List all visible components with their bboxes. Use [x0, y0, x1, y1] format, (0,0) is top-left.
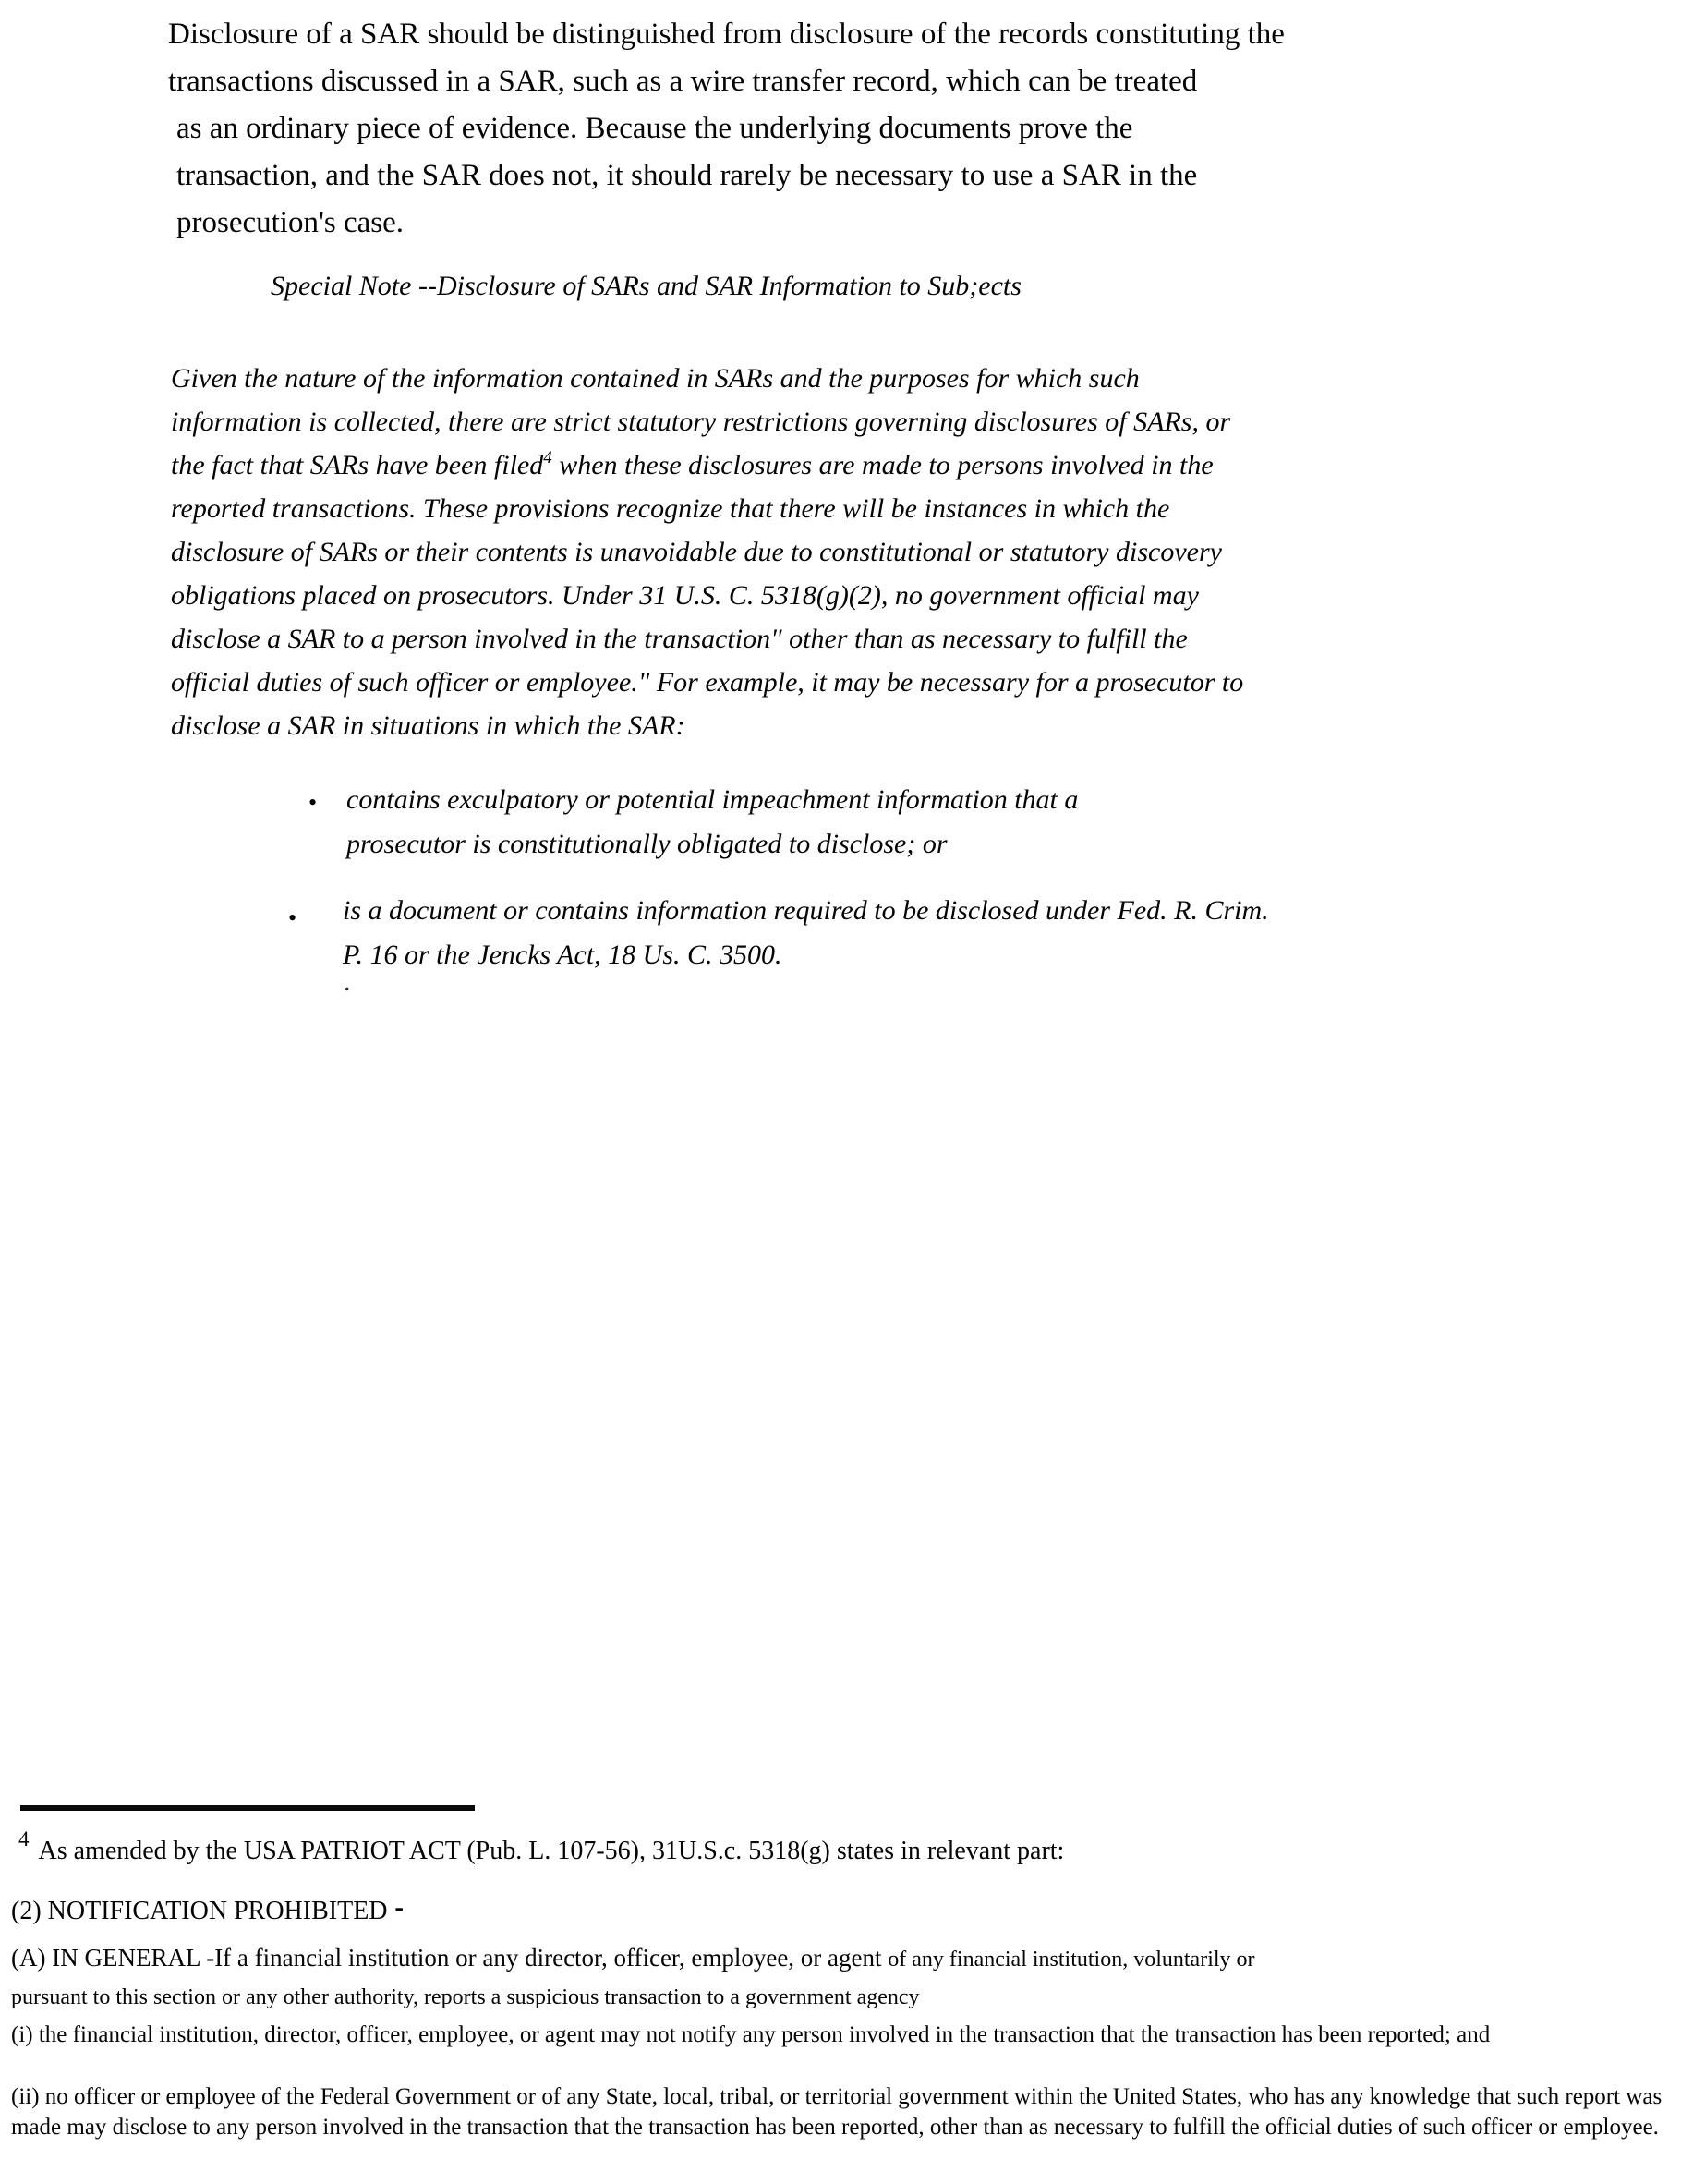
bullet-text-line: P. 16 or the Jencks Act, 18 Us. C. 3500. [343, 940, 782, 970]
italic-line: disclose a SAR in situations in which the SAR: [171, 710, 685, 741]
special-note-heading: Special Note --Disclosure of SARs and SAR Information to Sub;ects [271, 271, 1022, 301]
para-line: Disclosure of a SAR should be distinguished from disclosure of the records constituting the [168, 18, 1285, 51]
item-ii-paragraph: (ii) no officer or employee of the Federal Government or of any State, local, tribal, or territorial government within the United States, who has any knowledge that such report was made may disclose to any person involved in the transaction that the transaction has been reported, other than as necessary to fulfill the official duties of such officer or employee. [11, 2084, 1663, 2140]
stray-period: . [344, 966, 351, 997]
footnote-ref-line [18, 1827, 1065, 1866]
general-a-line-2: pursuant to this section or any other authority, reports a suspicious transaction to a government agency [11, 1985, 920, 2009]
notification-prohibited-line [11, 1887, 402, 1927]
italic-line: reported transactions. These provisions recognize that there will be instances in which the [171, 493, 1170, 524]
italic-line [171, 443, 1243, 487]
italic-line-text: when these disclosures are made to persons involved in the [551, 450, 1214, 480]
notification-text: (2) NOTIFICATION PROHIBITED [11, 1897, 388, 1925]
bullet-icon: • [308, 789, 318, 816]
footnote-number: 4 [18, 1827, 30, 1850]
bullet-item [308, 778, 1079, 867]
bullet-text-line: contains exculpatory or potential impeachment information that a [346, 784, 1079, 815]
bullet-item [288, 889, 1269, 977]
italic-line: obligations placed on prosecutors. Under 31 U.S. C. 5318(g)(2), no government official may [171, 580, 1199, 611]
bullet-text-line: prosecutor is constitutionally obligated to disclose; or [346, 829, 948, 859]
general-a-large-text: (A) IN GENERAL -If a financial institution or any director, officer, employee, or agent [11, 1944, 889, 1972]
item-i-paragraph: (i) the financial institution, director, officer, employee, or agent may not notify any person involved in the transaction that the transaction has been reported; and [11, 2022, 1491, 2047]
para-line: as an ordinary piece of evidence. Because the underlying documents prove the [176, 112, 1133, 145]
italic-line: disclose a SAR to a person involved in the transaction" other than as necessary to fulfill the [171, 624, 1188, 654]
main-paragraph [168, 11, 1285, 247]
bullet-icon: • [288, 904, 297, 931]
prohibited-dash-marker: - [393, 1887, 402, 1927]
para-line: prosecution's case. [176, 206, 405, 239]
italic-line: Given the nature of the information contained in SARs and the purposes for which such [171, 363, 1140, 394]
footnote-ref-superscript: 4 [543, 448, 552, 467]
footnote-divider [20, 1805, 475, 1811]
footnote-ref-text: As amended by the USA PATRIOT ACT (Pub. L. 107-56), 31U.S.c. 5318(g) states in relevant part: [38, 1837, 1065, 1865]
general-a-small-text: of any financial institution, voluntarily or [888, 1947, 1255, 1972]
italic-paragraph [171, 357, 1243, 747]
para-line: transactions discussed in a SAR, such as a wire transfer record, which can be treated [168, 65, 1198, 98]
italic-line: information is collected, there are strict statutory restrictions governing disclosures of SARs, or [171, 406, 1231, 437]
italic-line: official duties of such officer or employee." For example, it may be necessary for a prosecutor to [171, 667, 1244, 698]
general-a-line-1 [11, 1944, 1255, 1972]
italic-line: disclosure of SARs or their contents is unavoidable due to constitutional or statutory discovery [171, 537, 1222, 567]
italic-line-text: the fact that SARs have been filed [171, 450, 544, 480]
bullet-text-line: is a document or contains information required to be disclosed under Fed. R. Crim. [343, 895, 1269, 926]
para-line: transaction, and the SAR does not, it should rarely be necessary to use a SAR in the [176, 159, 1198, 192]
